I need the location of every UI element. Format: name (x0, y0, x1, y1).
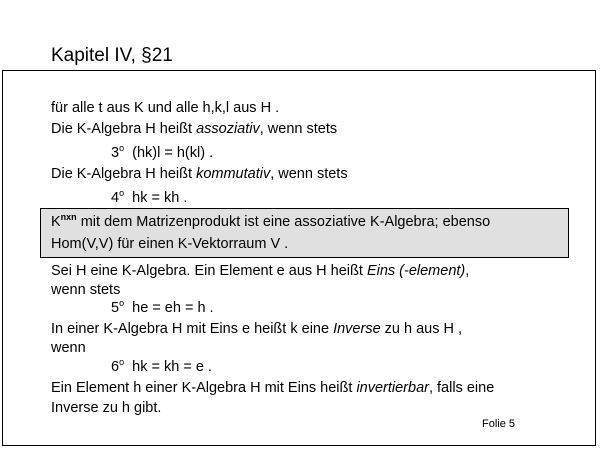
axiom-degree: o (119, 188, 125, 198)
text-segment: , (465, 263, 470, 279)
text-segment: Die K-Algebra H heißt (51, 121, 197, 137)
example-line: Hom(V,V) für einen K-Vektorraum V . (51, 236, 289, 252)
text-line (51, 379, 494, 397)
text-segment: Ein Element h einer K-Algebra H mit Eins heißt (51, 380, 357, 396)
text-line: für alle t aus K und alle h,k,l aus H . (51, 100, 280, 116)
axiom-number: 5 (111, 300, 120, 316)
formula: he = eh = h . (124, 300, 214, 316)
slide-number: Folie 5 (482, 418, 516, 430)
emphasis-term: Inverse (333, 321, 381, 337)
axiom-degree: o (119, 357, 125, 367)
example-line (51, 213, 490, 232)
text-line (51, 120, 337, 138)
text-segment: In einer K-Algebra H mit Eins e heißt k eine (51, 321, 334, 337)
formula-line (111, 189, 187, 208)
text-segment: Die K-Algebra H heißt (51, 166, 197, 182)
axiom-number: 3 (111, 145, 120, 161)
text-segment: K (51, 214, 61, 230)
matrix-exponent: nxn (60, 212, 77, 222)
text-segment: zu h aus H , (380, 321, 463, 337)
text-line: wenn stets (51, 282, 121, 298)
text-line: wenn (51, 340, 86, 356)
formula: hk = kh . (124, 190, 188, 206)
slide-title: Kapitel IV, §21 (51, 45, 173, 66)
formula-line (111, 358, 212, 377)
text-segment: mit dem Matrizenprodukt ist eine assoziative K-Algebra; ebenso (76, 214, 491, 230)
text-line (51, 165, 348, 183)
formula: hk = kh = e . (124, 359, 212, 375)
axiom-number: 4 (111, 190, 120, 206)
emphasis-term: invertierbar (356, 380, 429, 396)
formula: (hk)l = h(kl) . (124, 145, 214, 161)
axiom-degree: o (119, 298, 125, 308)
text-segment: , wenn stets (259, 121, 338, 137)
emphasis-term: kommutativ (196, 166, 271, 182)
formula-line (111, 299, 214, 318)
emphasis-term: assoziativ (196, 121, 260, 137)
axiom-number: 6 (111, 359, 120, 375)
text-segment: , falls eine (428, 380, 495, 396)
text-line (51, 262, 469, 280)
text-segment: , wenn stets (270, 166, 348, 182)
text-line: Inverse zu h gibt. (51, 400, 162, 416)
emphasis-term: Eins (-element) (366, 263, 466, 279)
text-line (51, 320, 462, 338)
axiom-degree: o (119, 143, 125, 153)
text-segment: Sei H eine K-Algebra. Ein Element e aus H heißt (51, 263, 367, 279)
formula-line (111, 144, 213, 163)
